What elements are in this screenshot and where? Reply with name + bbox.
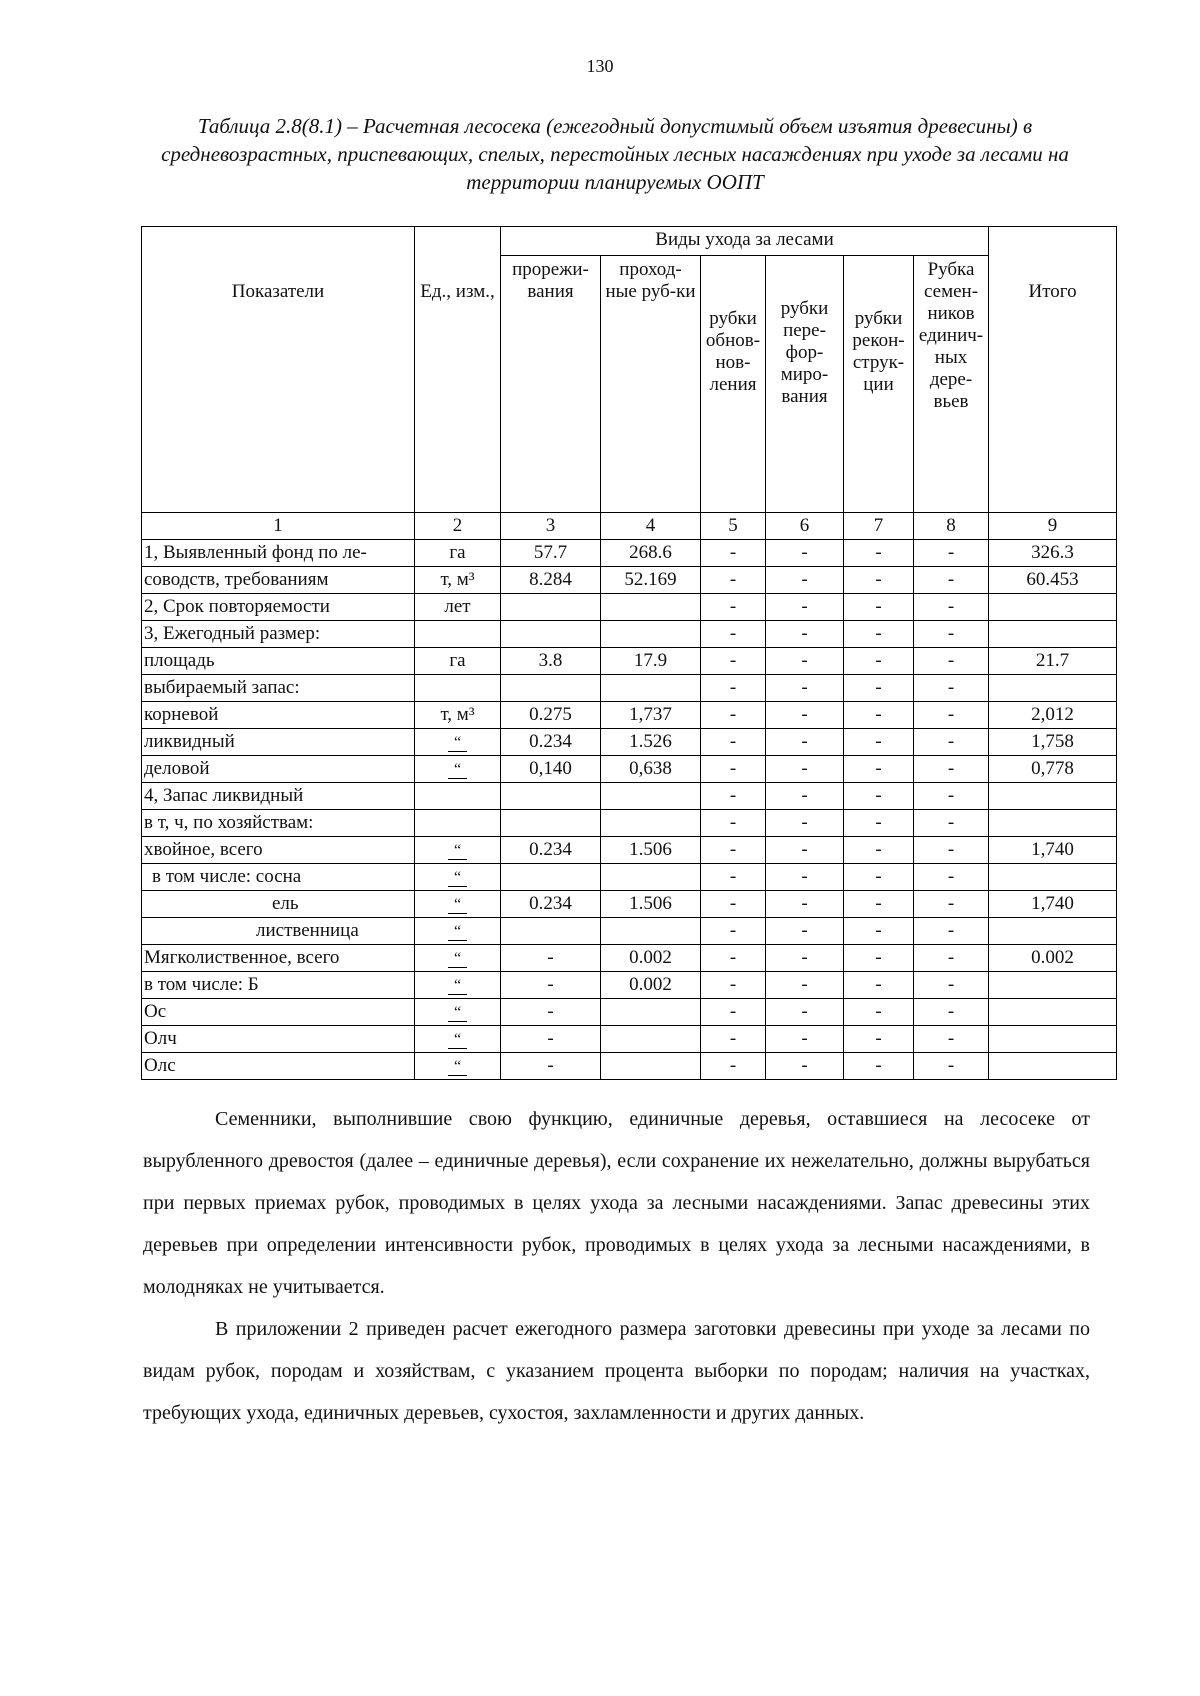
unit-cell	[415, 621, 501, 648]
value-cell: -	[766, 891, 844, 918]
value-cell: -	[914, 864, 989, 891]
value-cell	[989, 918, 1117, 945]
row-label: ликвидный	[142, 729, 415, 756]
value-cell: -	[701, 891, 766, 918]
value-cell: -	[501, 972, 601, 999]
value-cell: 1,758	[989, 729, 1117, 756]
value-cell: -	[844, 945, 914, 972]
value-cell: -	[914, 783, 989, 810]
unit-cell	[415, 1053, 501, 1080]
ditto-mark: “	[448, 735, 467, 752]
unit-cell: лет	[415, 594, 501, 621]
row-label: в том числе: сосна	[142, 864, 415, 891]
value-cell	[501, 864, 601, 891]
value-cell: 0,778	[989, 756, 1117, 783]
value-cell	[989, 594, 1117, 621]
page-number: 130	[586, 56, 614, 76]
unit-cell	[415, 810, 501, 837]
value-cell: -	[844, 1026, 914, 1053]
value-cell: -	[701, 999, 766, 1026]
value-cell: -	[914, 702, 989, 729]
table-row	[142, 594, 1117, 621]
value-cell: -	[844, 729, 914, 756]
value-cell: -	[501, 945, 601, 972]
value-cell: -	[701, 540, 766, 567]
value-cell: -	[701, 702, 766, 729]
value-cell: -	[766, 1026, 844, 1053]
value-cell: -	[844, 567, 914, 594]
row-label: 1, Выявленный фонд по ле-	[142, 540, 415, 567]
value-cell	[989, 999, 1117, 1026]
value-cell: -	[844, 972, 914, 999]
value-cell	[501, 810, 601, 837]
value-cell	[601, 999, 701, 1026]
value-cell: -	[914, 621, 989, 648]
value-cell	[601, 918, 701, 945]
table-row	[142, 999, 1117, 1026]
header-unit: Ед., изм.,	[415, 227, 501, 513]
value-cell: -	[766, 783, 844, 810]
value-cell: -	[844, 1053, 914, 1080]
row-label: корневой	[142, 702, 415, 729]
value-cell	[601, 783, 701, 810]
value-cell: -	[766, 540, 844, 567]
unit-cell	[415, 999, 501, 1026]
value-cell: -	[701, 621, 766, 648]
value-cell: 1.506	[601, 891, 701, 918]
value-cell: 3.8	[501, 648, 601, 675]
value-cell: -	[766, 837, 844, 864]
row-label: соводств, требованиям	[142, 567, 415, 594]
value-cell: 0,638	[601, 756, 701, 783]
unit-cell	[415, 864, 501, 891]
value-cell: -	[914, 567, 989, 594]
header-thinning: прорежи-вания	[501, 256, 601, 513]
column-number: 5	[701, 513, 766, 540]
value-cell: -	[701, 1053, 766, 1080]
value-cell: -	[766, 945, 844, 972]
value-cell: -	[914, 891, 989, 918]
value-cell: 1.526	[601, 729, 701, 756]
value-cell	[989, 1053, 1117, 1080]
value-cell	[601, 1026, 701, 1053]
unit-cell	[415, 918, 501, 945]
value-cell: 0.002	[601, 945, 701, 972]
ditto-mark: “	[448, 870, 467, 887]
ditto-mark: “	[448, 1059, 467, 1076]
value-cell: -	[844, 864, 914, 891]
value-cell: -	[844, 783, 914, 810]
value-cell: -	[701, 837, 766, 864]
value-cell	[501, 783, 601, 810]
unit-cell: т, м³	[415, 567, 501, 594]
value-cell: 0.002	[601, 972, 701, 999]
row-label: Олс	[142, 1053, 415, 1080]
value-cell: -	[766, 621, 844, 648]
value-cell: 326.3	[989, 540, 1117, 567]
value-cell: -	[914, 945, 989, 972]
table-row	[142, 891, 1117, 918]
value-cell	[601, 621, 701, 648]
unit-cell	[415, 783, 501, 810]
value-cell: 0.275	[501, 702, 601, 729]
value-cell: 268.6	[601, 540, 701, 567]
value-cell: -	[766, 810, 844, 837]
ditto-mark: “	[448, 978, 467, 995]
row-label: площадь	[142, 648, 415, 675]
table-row	[142, 837, 1117, 864]
value-cell: -	[766, 918, 844, 945]
table-row	[142, 918, 1117, 945]
header-row-top	[142, 227, 1117, 256]
value-cell: -	[914, 675, 989, 702]
row-label: 3, Ежегодный размер:	[142, 621, 415, 648]
value-cell: -	[914, 756, 989, 783]
table-row	[142, 864, 1117, 891]
value-cell: -	[844, 756, 914, 783]
value-cell: -	[844, 810, 914, 837]
header-indicators: Показатели	[142, 227, 415, 513]
value-cell	[601, 810, 701, 837]
header-seed-tree-cutting: Рубка семен-ников единич-ных дере-вьев	[914, 256, 989, 513]
row-label: Ос	[142, 999, 415, 1026]
value-cell: -	[844, 594, 914, 621]
value-cell: -	[701, 756, 766, 783]
unit-cell	[415, 945, 501, 972]
value-cell: 0.234	[501, 837, 601, 864]
value-cell: -	[914, 999, 989, 1026]
value-cell: -	[914, 837, 989, 864]
value-cell	[601, 864, 701, 891]
value-cell: -	[766, 567, 844, 594]
row-label: в том числе: Б	[142, 972, 415, 999]
table-caption: Таблица 2.8(8.1) – Расчетная лесосека (ежегодный допустимый объем изъятия древесины) в средневозрастных, приспевающих, спелых, перестойных лесных насаждениях при уходе за лесами на территории планируемых ООПТ	[161, 114, 1069, 194]
value-cell: -	[766, 675, 844, 702]
value-cell: -	[914, 540, 989, 567]
unit-cell	[415, 837, 501, 864]
ditto-mark: “	[448, 1005, 467, 1022]
paragraph: Семенники, выполнившие свою функцию, единичные деревья, оставшиеся на лесосеке от вырубленного древостоя (далее – единичные деревья), если сохранение их нежелательно, должны вырубаться при первых приемах рубок, проводимых в целях ухода за лесными насаждениями. Запас древесины этих деревьев при определении интенсивности рубок, проводимых в целях ухода за лесными насаждениями, в молодняках не учитывается.	[143, 1108, 1090, 1298]
row-label: ель	[142, 891, 415, 918]
value-cell: 0.234	[501, 891, 601, 918]
header-reconstruction-cutting: рубки рекон-струк-ции	[844, 256, 914, 513]
value-cell: 1.506	[601, 837, 701, 864]
ditto-mark: “	[448, 897, 467, 914]
value-cell: -	[766, 756, 844, 783]
value-cell	[601, 594, 701, 621]
value-cell: -	[914, 1026, 989, 1053]
value-cell: -	[701, 648, 766, 675]
table-row	[142, 567, 1117, 594]
unit-cell: га	[415, 648, 501, 675]
value-cell: 57.7	[501, 540, 601, 567]
value-cell: -	[844, 702, 914, 729]
value-cell: -	[701, 864, 766, 891]
value-cell: -	[844, 621, 914, 648]
ditto-mark: “	[448, 924, 467, 941]
table-row	[142, 972, 1117, 999]
value-cell: -	[766, 729, 844, 756]
value-cell: -	[844, 999, 914, 1026]
table-body	[142, 513, 1117, 1080]
value-cell: -	[914, 1053, 989, 1080]
unit-cell	[415, 729, 501, 756]
header-total: Итого	[989, 227, 1117, 513]
row-label: 4, Запас ликвидный	[142, 783, 415, 810]
row-label: деловой	[142, 756, 415, 783]
value-cell: -	[701, 972, 766, 999]
value-cell: -	[844, 648, 914, 675]
value-cell	[501, 594, 601, 621]
table-row	[142, 540, 1117, 567]
value-cell: 2,012	[989, 702, 1117, 729]
value-cell: -	[766, 864, 844, 891]
unit-cell	[415, 675, 501, 702]
value-cell: -	[914, 810, 989, 837]
table-row	[142, 702, 1117, 729]
value-cell: -	[701, 918, 766, 945]
value-cell: -	[701, 810, 766, 837]
body-text	[143, 1098, 1090, 1434]
value-cell: -	[844, 837, 914, 864]
ditto-mark: “	[448, 1032, 467, 1049]
header-renewal-cutting: рубки обнов-нов-ления	[701, 256, 766, 513]
value-cell: 1,740	[989, 837, 1117, 864]
value-cell: -	[844, 891, 914, 918]
value-cell: 0.002	[989, 945, 1117, 972]
unit-cell	[415, 1026, 501, 1053]
table-row	[142, 1026, 1117, 1053]
unit-cell	[415, 972, 501, 999]
table-row	[142, 648, 1117, 675]
column-numbers-row	[142, 513, 1117, 540]
column-number: 3	[501, 513, 601, 540]
header-care-types: Виды ухода за лесами	[501, 227, 989, 256]
value-cell	[989, 972, 1117, 999]
column-number: 2	[415, 513, 501, 540]
value-cell: 0,140	[501, 756, 601, 783]
value-cell: 60.453	[989, 567, 1117, 594]
table-row	[142, 621, 1117, 648]
value-cell: -	[701, 783, 766, 810]
value-cell: -	[766, 702, 844, 729]
value-cell	[989, 1026, 1117, 1053]
table-row	[142, 729, 1117, 756]
table-row	[142, 945, 1117, 972]
value-cell: -	[844, 540, 914, 567]
row-label: 2, Срок повторяемости	[142, 594, 415, 621]
value-cell: -	[701, 1026, 766, 1053]
value-cell: -	[766, 972, 844, 999]
value-cell: -	[844, 675, 914, 702]
value-cell	[601, 675, 701, 702]
row-label: лиственница	[142, 918, 415, 945]
value-cell	[989, 621, 1117, 648]
value-cell: -	[701, 945, 766, 972]
value-cell: -	[914, 594, 989, 621]
row-label: выбираемый запас:	[142, 675, 415, 702]
unit-cell	[415, 756, 501, 783]
header-passage-cutting: проход-ные руб-ки	[601, 256, 701, 513]
value-cell: -	[766, 999, 844, 1026]
row-label: Олч	[142, 1026, 415, 1053]
column-number: 1	[142, 513, 415, 540]
value-cell: -	[914, 918, 989, 945]
unit-cell: га	[415, 540, 501, 567]
value-cell	[501, 675, 601, 702]
table-row	[142, 756, 1117, 783]
table-row	[142, 783, 1117, 810]
cutting-area-table	[141, 226, 1117, 1080]
value-cell	[989, 864, 1117, 891]
value-cell: 1,740	[989, 891, 1117, 918]
value-cell	[501, 621, 601, 648]
value-cell: 1,737	[601, 702, 701, 729]
value-cell: -	[914, 972, 989, 999]
column-number: 4	[601, 513, 701, 540]
table-row	[142, 1053, 1117, 1080]
ditto-mark: “	[448, 762, 467, 779]
value-cell: -	[701, 729, 766, 756]
row-label: Мягколиственное, всего	[142, 945, 415, 972]
value-cell: -	[501, 1026, 601, 1053]
value-cell	[989, 783, 1117, 810]
column-number: 6	[766, 513, 844, 540]
value-cell: 8.284	[501, 567, 601, 594]
paragraph: В приложении 2 приведен расчет ежегодного размера заготовки древесины при уходе за лесами по видам рубок, породам и хозяйствам, с указанием процента выборки по породам; наличия на участках, требующих ухода, единичных деревьев, сухостоя, захламленности и других данных.	[143, 1318, 1090, 1424]
value-cell: -	[501, 999, 601, 1026]
value-cell: -	[701, 675, 766, 702]
row-label: в т, ч, по хозяйствам:	[142, 810, 415, 837]
header-reformation-cutting: рубки пере-фор-миро-вания	[766, 256, 844, 513]
value-cell: 17.9	[601, 648, 701, 675]
unit-cell	[415, 891, 501, 918]
ditto-mark: “	[448, 951, 467, 968]
value-cell: -	[766, 648, 844, 675]
value-cell	[501, 918, 601, 945]
value-cell: -	[766, 1053, 844, 1080]
value-cell: -	[766, 594, 844, 621]
value-cell: -	[701, 594, 766, 621]
value-cell: -	[701, 567, 766, 594]
column-number: 7	[844, 513, 914, 540]
column-number: 9	[989, 513, 1117, 540]
value-cell: 0.234	[501, 729, 601, 756]
column-number: 8	[914, 513, 989, 540]
value-cell: 21.7	[989, 648, 1117, 675]
unit-cell: т, м³	[415, 702, 501, 729]
value-cell	[601, 1053, 701, 1080]
value-cell: -	[844, 918, 914, 945]
row-label: хвойное, всего	[142, 837, 415, 864]
value-cell: -	[914, 648, 989, 675]
table-row	[142, 675, 1117, 702]
value-cell: 52.169	[601, 567, 701, 594]
value-cell: -	[914, 729, 989, 756]
value-cell	[989, 675, 1117, 702]
ditto-mark: “	[448, 843, 467, 860]
table-row	[142, 810, 1117, 837]
value-cell	[989, 810, 1117, 837]
value-cell: -	[501, 1053, 601, 1080]
